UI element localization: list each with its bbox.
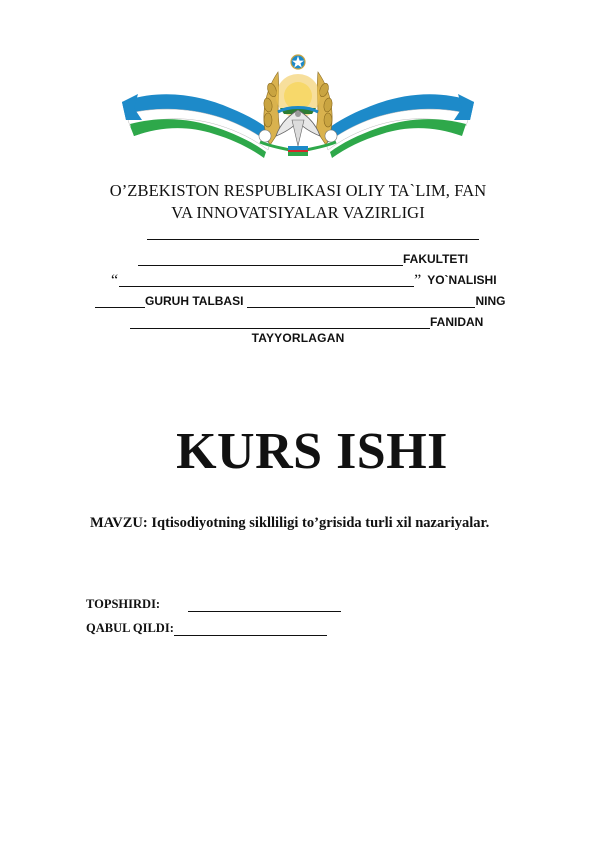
ministry-heading [40, 180, 556, 224]
subject-blank[interactable] [130, 318, 430, 329]
left-ribbon [122, 94, 275, 158]
prepared-label: TAYYORLAGAN [251, 331, 345, 345]
direction-blank[interactable] [119, 276, 414, 287]
submitted-blank[interactable] [188, 600, 341, 612]
group-line [95, 294, 505, 308]
accepted-line [86, 621, 327, 636]
faculty-line [138, 252, 468, 266]
university-blank-line [147, 230, 479, 240]
direction-line [111, 273, 497, 287]
ning-label: NING [475, 294, 506, 308]
group-number-blank[interactable] [95, 297, 145, 308]
uzbekistan-state-emblem-icon [120, 50, 476, 162]
document-title: KURS ISHI [176, 423, 448, 480]
emblem [120, 50, 476, 162]
university-blank[interactable] [147, 230, 479, 240]
faculty-label: FAKULTETI [403, 252, 469, 266]
ministry-line-2: VA INNOVATSIYALAR VAZIRLIGI [171, 203, 425, 222]
student-name-blank[interactable] [247, 297, 475, 308]
group-label: GURUH TALBASI [145, 294, 244, 308]
accepted-blank[interactable] [174, 624, 327, 636]
star-top [291, 55, 305, 69]
subject-line [130, 315, 483, 329]
right-ribbon [321, 94, 474, 158]
close-quote: ” [414, 272, 422, 289]
submitted-label: TOPSHIRDI: [86, 597, 161, 611]
submitted-line [86, 597, 341, 612]
direction-label: YO`NALISHI [427, 273, 497, 287]
humo-bird [276, 110, 320, 146]
ministry-line-1: O’ZBEKISTON RESPUBLIKASI OLIY TA`LIM, FAN [109, 181, 487, 200]
topic-text: MAVZU: Iqtisodiyotning siklliligi to’grisida turli xil nazariyalar. [90, 515, 490, 531]
accepted-label: QABUL QILDI: [86, 621, 174, 635]
faculty-blank[interactable] [138, 255, 403, 266]
subject-label: FANIDAN [430, 315, 484, 329]
open-quote: “ [111, 272, 119, 289]
bottom-ribbon [288, 146, 308, 156]
